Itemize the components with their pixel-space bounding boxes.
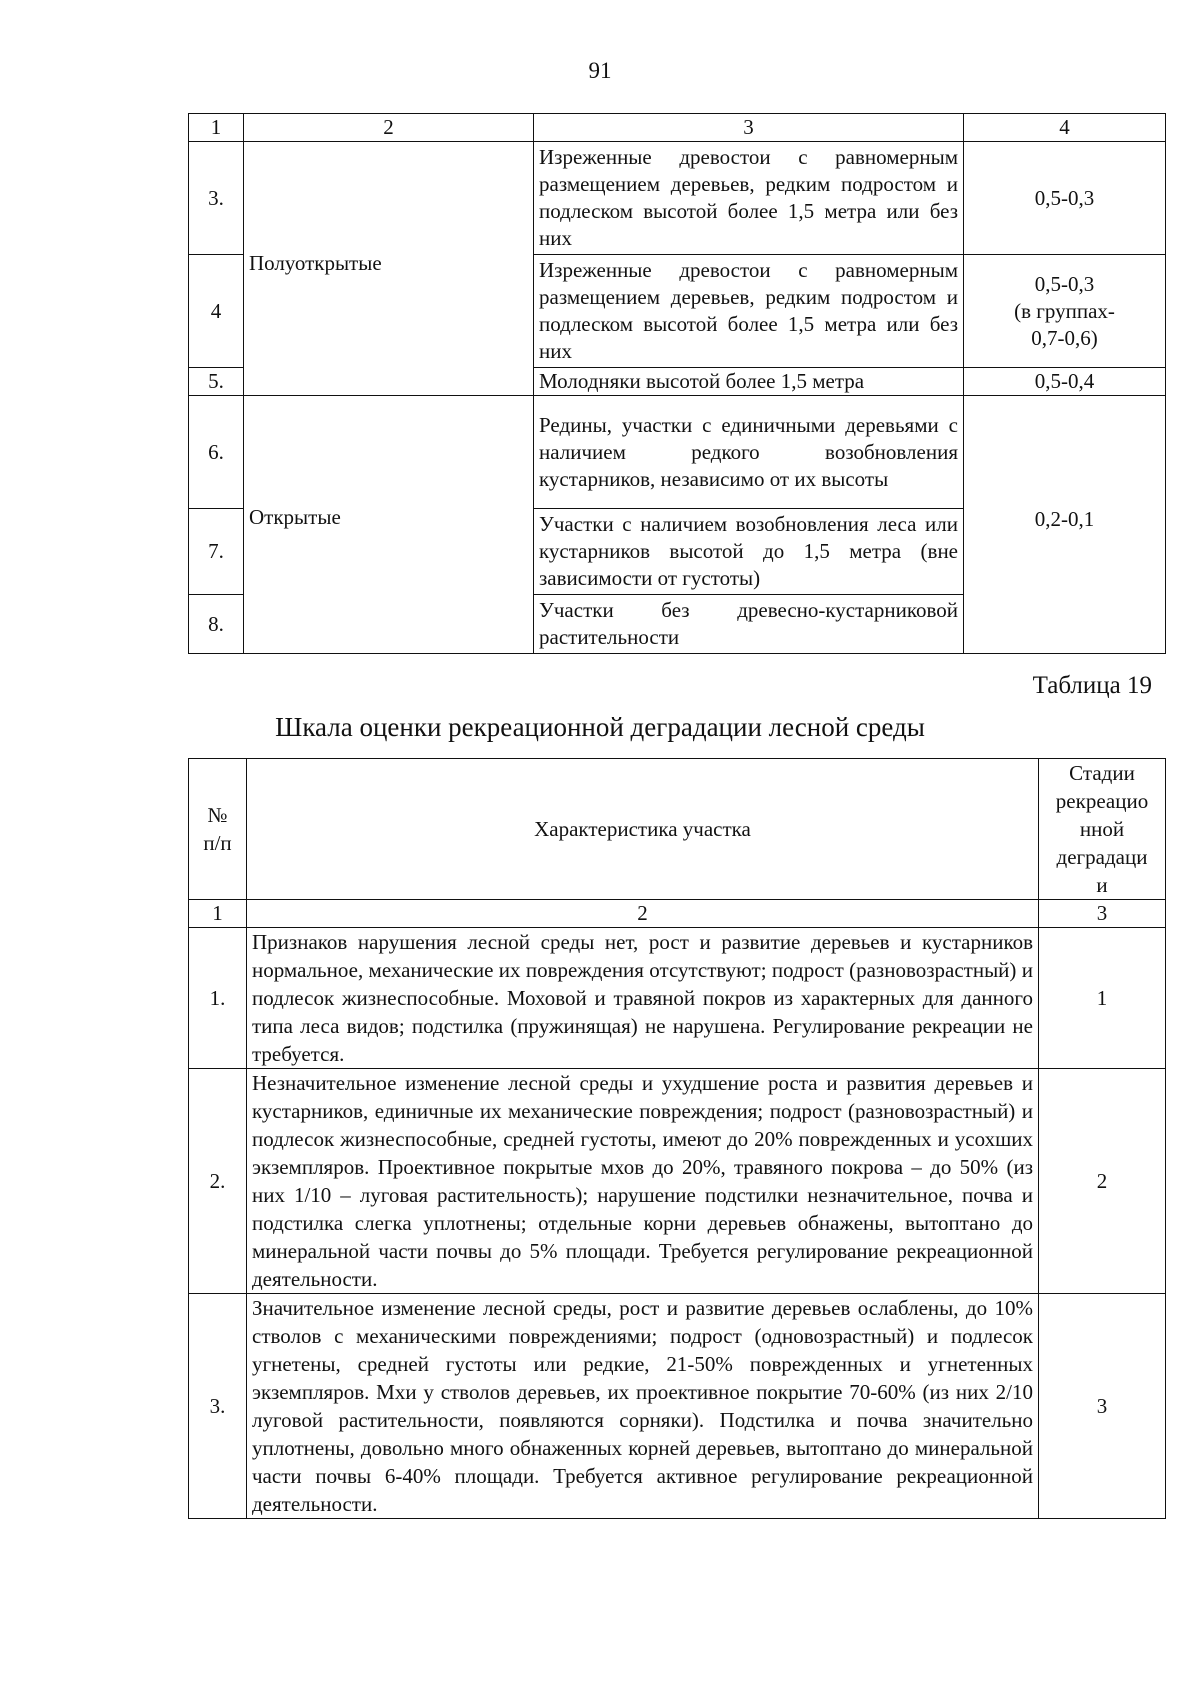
row-description: Участки без древесно-кустарниковой растительности bbox=[534, 595, 964, 654]
header-line: деградаци bbox=[1056, 845, 1148, 869]
row-number: 7. bbox=[189, 509, 244, 595]
column-number: 3 bbox=[1039, 900, 1166, 928]
forest-openness-table bbox=[188, 113, 1166, 654]
column-number-header: 4 bbox=[964, 114, 1166, 142]
table-title: Шкала оценки рекреационной деградации лесной среды bbox=[275, 712, 925, 742]
header-line: п/п bbox=[203, 831, 232, 855]
header-line: рекреацио bbox=[1055, 789, 1149, 813]
column-number-header: 3 bbox=[534, 114, 964, 142]
row-number: 3. bbox=[189, 1294, 247, 1519]
column-number: 1 bbox=[189, 900, 247, 928]
value-line: 0,7-0,6) bbox=[1031, 325, 1098, 350]
group-label-open: Открытые bbox=[244, 396, 534, 654]
column-number-header: 1 bbox=[189, 114, 244, 142]
row-stage: 1 bbox=[1039, 928, 1166, 1069]
row-stage: 3 bbox=[1039, 1294, 1166, 1519]
value-line: (в группах- bbox=[1014, 298, 1115, 323]
row-number: 8. bbox=[189, 595, 244, 654]
header-line: Стадии bbox=[1069, 761, 1135, 785]
row-number: 3. bbox=[189, 142, 244, 255]
header-description: Характеристика участка bbox=[247, 759, 1039, 900]
row-value: 0,5-0,3 bbox=[964, 142, 1166, 255]
table-label: Таблица 19 bbox=[1032, 672, 1152, 699]
row-description: Редины, участки с единичными деревьями с наличием редкого возобновления кустарников, независимо от их высоты bbox=[534, 396, 964, 509]
page-number: 91 bbox=[588, 58, 612, 83]
column-number: 2 bbox=[247, 900, 1039, 928]
row-stage: 2 bbox=[1039, 1069, 1166, 1294]
row-description: Признаков нарушения лесной среды нет, рост и развитие деревьев и кустарников нормальное, механические их повреждения отсутствуют; подрост (разновозрастный) и подлесок жизнеспособные. Моховой и травяной покров из характерных для данного типа леса видов; подстилка (пружинящая) не нарушена. Регулирование рекреации не требуется. bbox=[247, 928, 1039, 1069]
header-stage bbox=[1039, 759, 1166, 900]
header-line: и bbox=[1096, 873, 1108, 897]
row-number: 4 bbox=[189, 255, 244, 368]
group-label-semi-open: Полуоткрытые bbox=[244, 142, 534, 396]
row-value: 0,2-0,1 bbox=[964, 396, 1166, 654]
row-description: Изреженные древостои с равномерным размещением деревьев, редким подростом и подлеском высотой более 1,5 метра или без них bbox=[534, 255, 964, 368]
row-description: Незначительное изменение лесной среды и ухудшение роста и развития деревьев и кустарников, единичные их механические повреждения; подрост (разновозрастный) и подлесок жизнеспособные, средней густоты, имеют до 20% поврежденных и усохших экземпляров. Проективное покрытые мхов до 20%, травяного покрова – до 50% (из них 1/10 – луговая растительность); нарушение подстилки незначительное, почва и подстилка слегка уплотнены; отдельные корни деревьев обнажены, вытоптано до минеральной части почвы до 5% площади. Требуется регулирование рекреационной деятельности. bbox=[247, 1069, 1039, 1294]
row-description: Участки с наличием возобновления леса или кустарников высотой до 1,5 метра (вне зависимости от густоты) bbox=[534, 509, 964, 595]
row-description: Изреженные древостои с равномерным размещением деревьев, редким подростом и подлеском высотой более 1,5 метра или без них bbox=[534, 142, 964, 255]
table-row bbox=[189, 1069, 1166, 1294]
row-value bbox=[964, 255, 1166, 368]
header-line: № bbox=[207, 803, 228, 827]
table-row bbox=[189, 142, 1166, 255]
value-line: 0,5-0,3 bbox=[1034, 271, 1095, 296]
row-description: Значительное изменение лесной среды, рост и развитие деревьев ослаблены, до 10% стволов с механическими повреждениями; подрост (одновозрастный) и подлесок угнетены, средней густоты или редкие, 21-50% поврежденных и угнетенных экземпляров. Мхи у стволов деревьев, их проективное покрытие 70-60% (из них 2/10 луговой растительности, появляются сорняки). Подстилка и почва значительно уплотнены, довольно много обнаженных корней деревьев, вытоптано до минеральной части почвы 6-40% площади. Требуется активное регулирование рекреационной деятельности. bbox=[247, 1294, 1039, 1519]
row-number: 2. bbox=[189, 1069, 247, 1294]
table-row bbox=[189, 928, 1166, 1069]
table-row bbox=[189, 396, 1166, 509]
table-header-row bbox=[189, 759, 1166, 900]
column-number-header: 2 bbox=[244, 114, 534, 142]
table-row bbox=[189, 1294, 1166, 1519]
row-value: 0,5-0,4 bbox=[964, 368, 1166, 396]
header-line: нной bbox=[1079, 817, 1125, 841]
header-number bbox=[189, 759, 247, 900]
table-header-row bbox=[189, 114, 1166, 142]
degradation-scale-table bbox=[188, 758, 1166, 1519]
row-number: 1. bbox=[189, 928, 247, 1069]
row-description: Молодняки высотой более 1,5 метра bbox=[534, 368, 964, 396]
row-number: 5. bbox=[189, 368, 244, 396]
row-number: 6. bbox=[189, 396, 244, 509]
column-numbers-row bbox=[189, 900, 1166, 928]
